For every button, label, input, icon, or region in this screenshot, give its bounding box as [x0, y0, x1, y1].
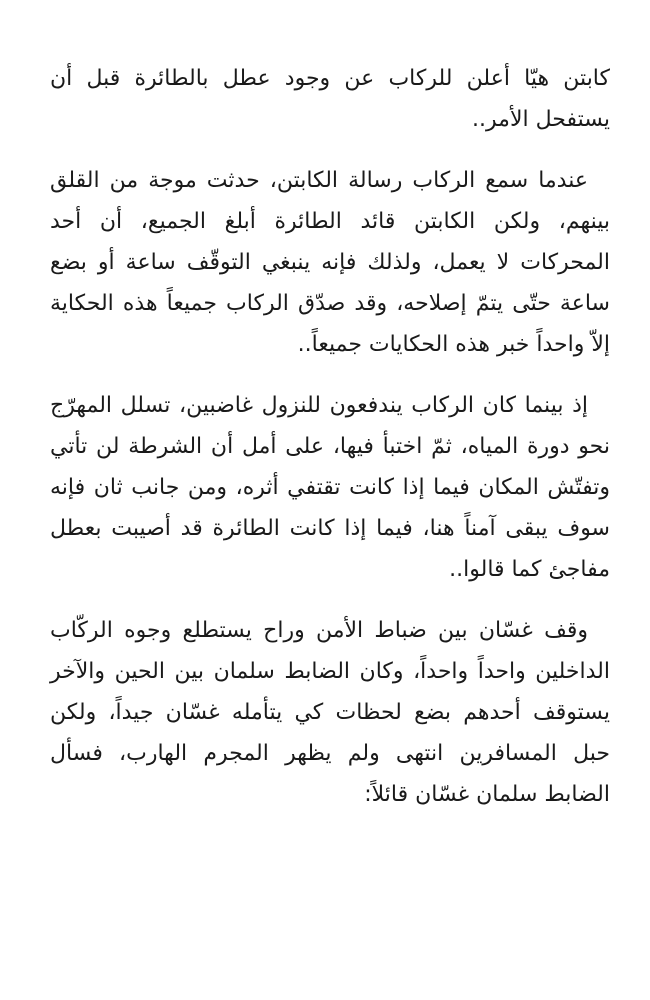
paragraph-1: كابتن هيّا أعلن للركاب عن وجود عطل بالطائرة قبل أن يستفحل الأمر..: [50, 66, 610, 132]
page-text: [50, 58, 610, 815]
paragraph-3: إذ بينما كان الركاب يندفعون للنزول غاضبين، تسلل المهرّج نحو دورة المياه، ثمّ اختبأ فيها، على أمل أن الشرطة لن تأتي وتفتّش المكان فيما إذا كانت تقتفي أثره، ومن جانب ثان فإنه سوف يبقى آمناً هنا، فيما إذا كانت الطائرة قد أصيبت بعطل مفاجئ كما قالوا..: [50, 393, 610, 582]
paragraph-2: عندما سمع الركاب رسالة الكابتن، حدثت موجة من القلق بينهم، ولكن الكابتن قائد الطائرة أبلغ الجميع، أن أحد المحركات لا يعمل، ولذلك فإنه ينبغي التوقّف ساعة أو بضع ساعة حتّى يتمّ إصلاحه، وقد صدّق الركاب جميعاً هذه الحكاية إلاّ واحداً خبر هذه الحكايات جميعاً..: [50, 168, 610, 357]
paragraph-4: وقف غسّان بين ضباط الأمن وراح يستطلع وجوه الركّاب الداخلين واحداً واحداً، وكان الضابط سلمان بين الحين والآخر يستوقف أحدهم بضع لحظات كي يتأمله غسّان جيداً، ولكن حبل المسافرين انتهى ولم يظهر المجرم الهارب، فسأل الضابط سلمان غسّان قائلاً:: [50, 618, 610, 807]
